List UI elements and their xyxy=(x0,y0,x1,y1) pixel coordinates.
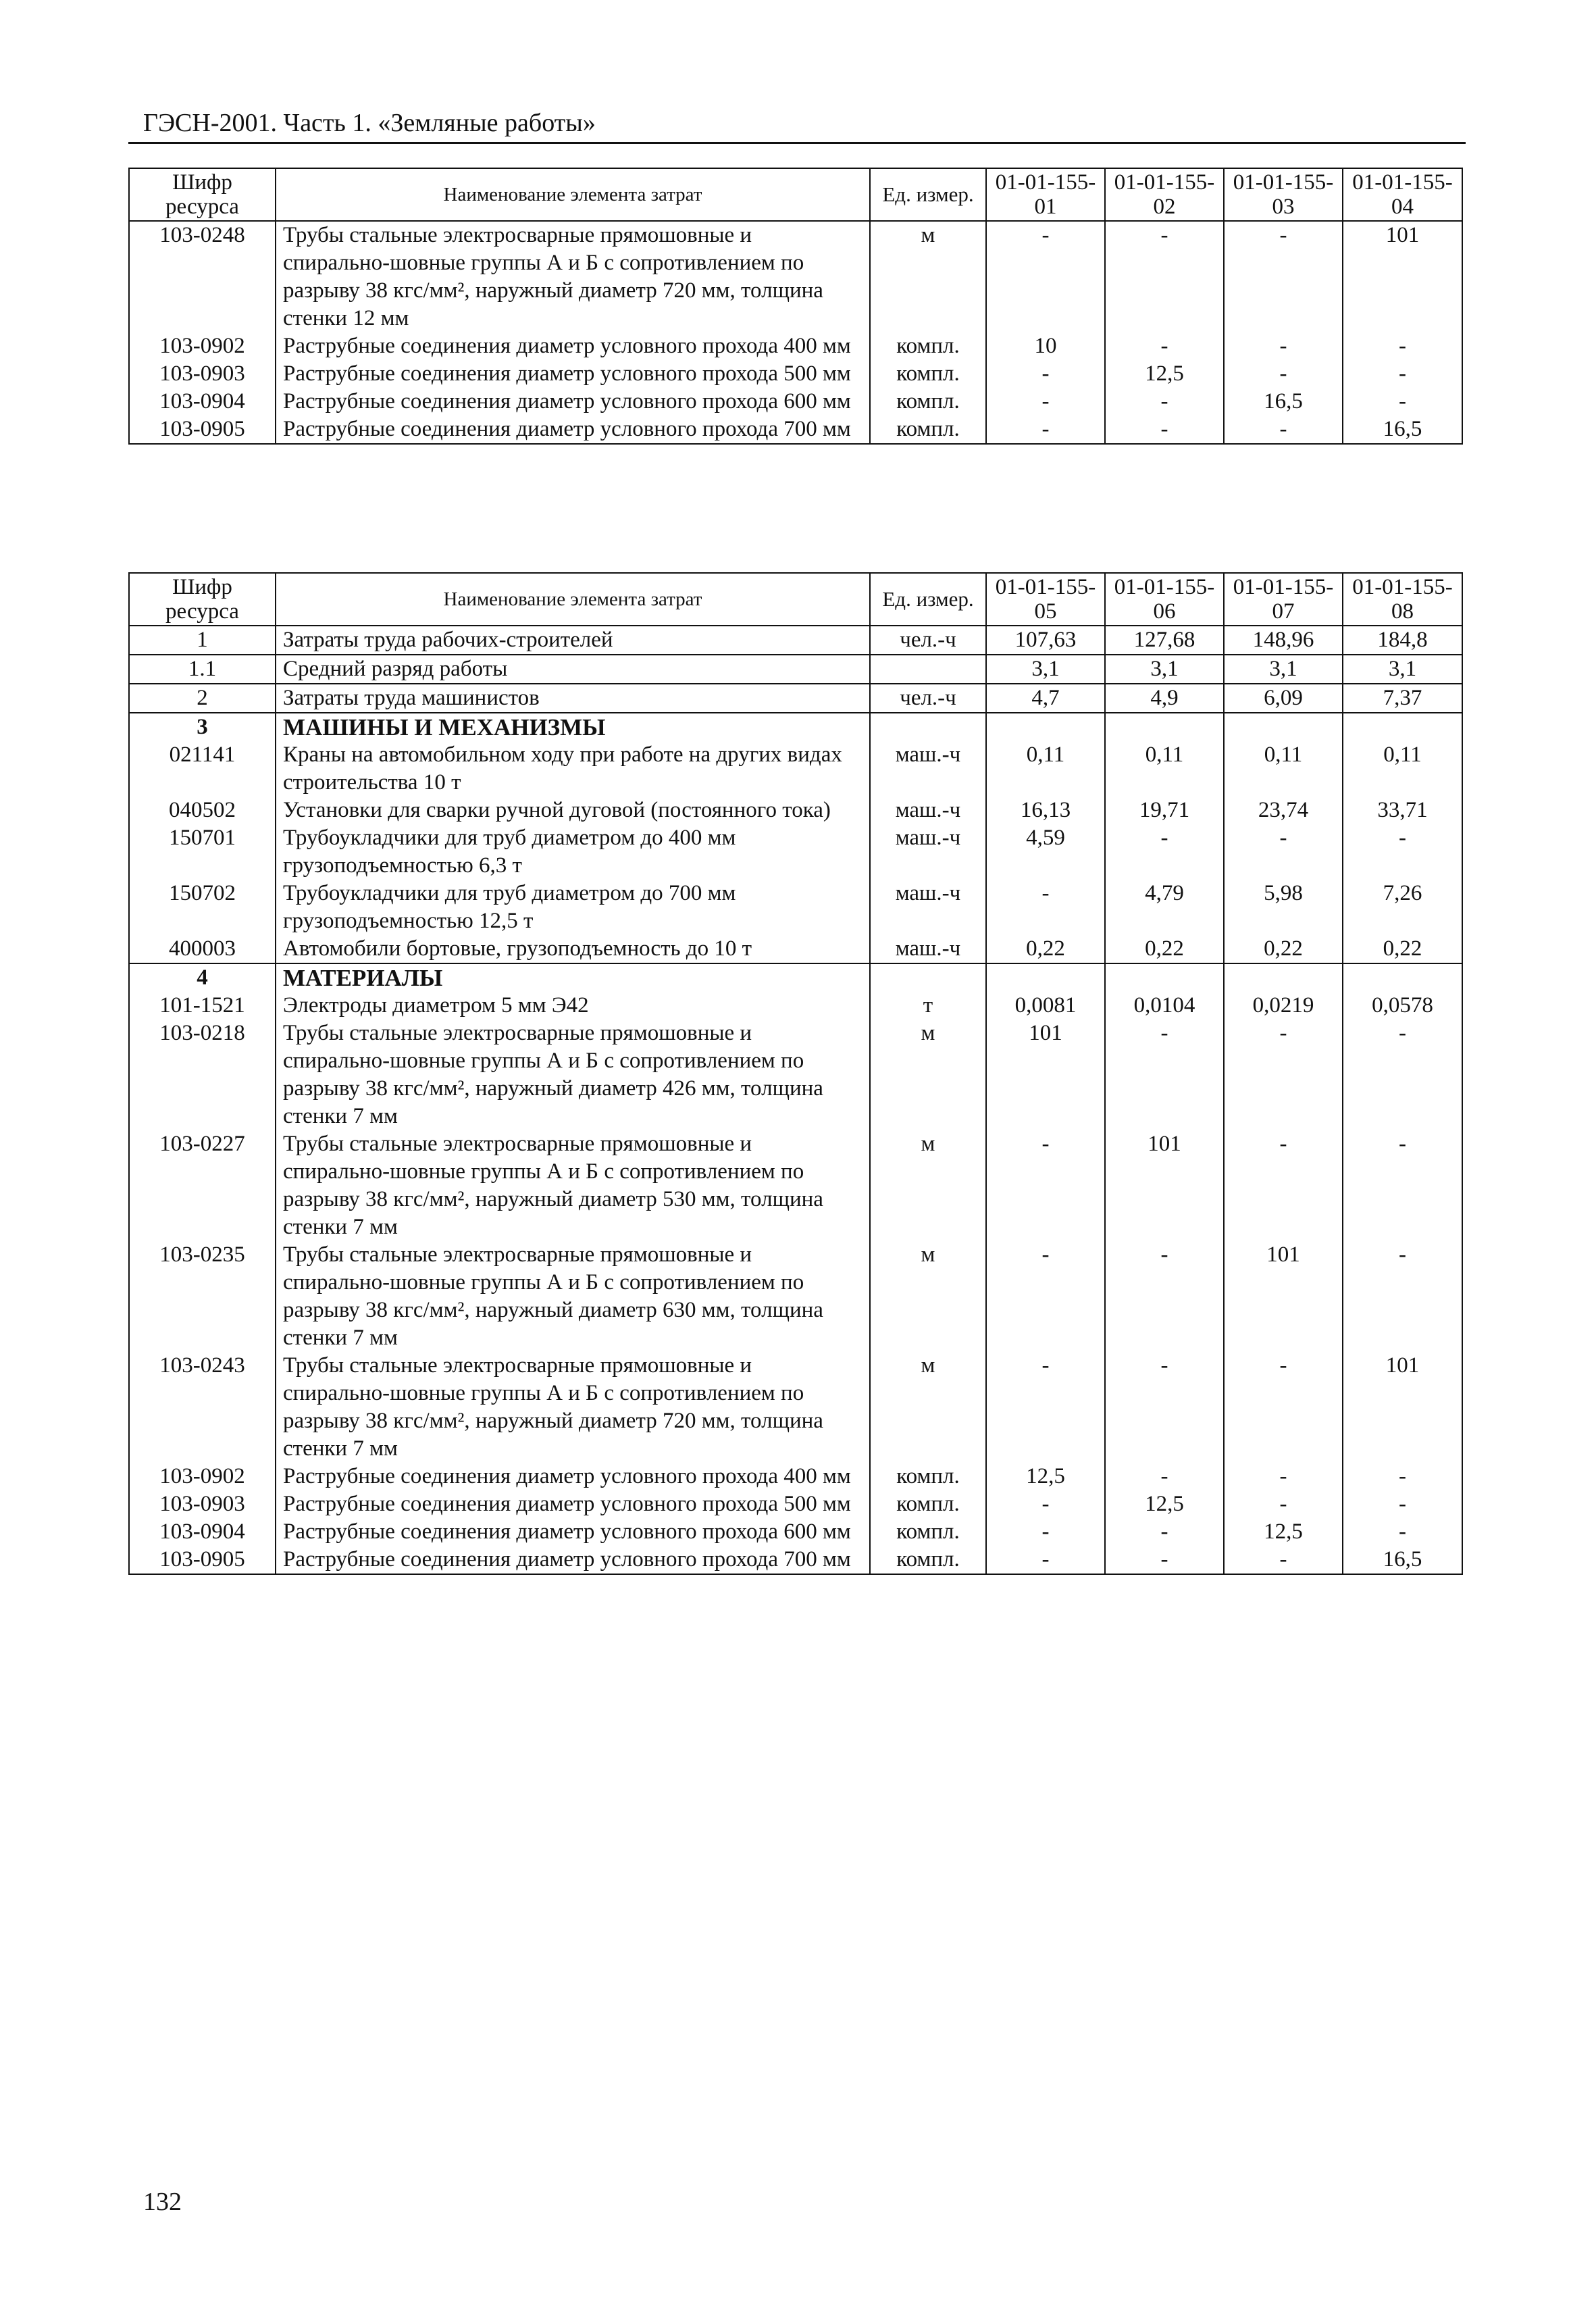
row-value: - xyxy=(986,360,1105,388)
row-code: 103-0902 xyxy=(129,1463,276,1490)
header-code: Шифр ресурса xyxy=(129,168,276,221)
row-unit: компл. xyxy=(870,332,986,360)
table-header-row xyxy=(129,168,1462,221)
row-unit: маш.-ч xyxy=(870,935,986,963)
row-name: Трубы стальные электросварные прямошовные и спирально-шовные группы А и Б с сопротивлением по разрыву 38 кгс/мм², наружный диаметр 720 мм, толщина стенки 7 мм xyxy=(276,1352,870,1463)
row-name: Раструбные соединения диаметр условного прохода 400 мм xyxy=(276,1463,870,1490)
row-unit: чел.-ч xyxy=(870,684,986,713)
row-value: 10 xyxy=(986,332,1105,360)
table-header-row xyxy=(129,573,1462,626)
row-value: - xyxy=(986,416,1105,444)
row-value: - xyxy=(1343,1130,1462,1241)
row-value: 4,79 xyxy=(1105,880,1224,935)
row-value: - xyxy=(1343,388,1462,416)
header-col-5: 01-01-155-05 xyxy=(986,573,1105,626)
row-value: - xyxy=(1224,1490,1343,1518)
row-code: 103-0227 xyxy=(129,1130,276,1241)
row-unit: м xyxy=(870,221,986,332)
row-value: - xyxy=(1105,416,1224,444)
row-value: 6,09 xyxy=(1224,684,1343,713)
row-value: - xyxy=(1105,221,1224,332)
table-row xyxy=(129,332,1462,360)
row-value xyxy=(986,713,1105,741)
row-value: 4,7 xyxy=(986,684,1105,713)
header-code: Шифр ресурса xyxy=(129,573,276,626)
row-unit: компл. xyxy=(870,1546,986,1574)
row-value: 12,5 xyxy=(1105,360,1224,388)
row-value: 3,1 xyxy=(1224,655,1343,684)
row-value: - xyxy=(1224,1020,1343,1130)
row-unit: маш.-ч xyxy=(870,824,986,880)
row-value: - xyxy=(986,1241,1105,1352)
row-code: 103-0905 xyxy=(129,416,276,444)
row-value xyxy=(1105,963,1224,992)
row-name: Раструбные соединения диаметр условного прохода 600 мм xyxy=(276,388,870,416)
row-code: 103-0243 xyxy=(129,1352,276,1463)
row-value: 107,63 xyxy=(986,626,1105,655)
table-row xyxy=(129,741,1462,797)
row-value: 0,22 xyxy=(986,935,1105,963)
row-value: - xyxy=(1105,332,1224,360)
row-value: - xyxy=(1224,360,1343,388)
row-value: - xyxy=(1343,1490,1462,1518)
header-col-4: 01-01-155-04 xyxy=(1343,168,1462,221)
row-unit: компл. xyxy=(870,1518,986,1546)
row-value: - xyxy=(986,1546,1105,1574)
row-value: 4,9 xyxy=(1105,684,1224,713)
row-code: 103-0902 xyxy=(129,332,276,360)
row-value xyxy=(986,963,1105,992)
row-name: Раструбные соединения диаметр условного прохода 400 мм xyxy=(276,332,870,360)
row-code: 103-0904 xyxy=(129,1518,276,1546)
row-name: Раструбные соединения диаметр условного прохода 700 мм xyxy=(276,416,870,444)
row-value: - xyxy=(1105,1020,1224,1130)
row-name: Трубоукладчики для труб диаметром до 700 мм грузоподъемностью 12,5 т xyxy=(276,880,870,935)
row-value: - xyxy=(1224,332,1343,360)
row-value: - xyxy=(1343,1241,1462,1352)
table-row xyxy=(129,1241,1462,1352)
row-unit: маш.-ч xyxy=(870,880,986,935)
table-row xyxy=(129,416,1462,444)
row-value: 0,22 xyxy=(1105,935,1224,963)
table-row xyxy=(129,880,1462,935)
table-row xyxy=(129,824,1462,880)
page-header-title: ГЭСН-2001. Часть 1. «Земляные работы» xyxy=(143,109,596,137)
header-name: Наименование элемента затрат xyxy=(276,168,870,221)
row-value: - xyxy=(1224,1463,1343,1490)
table-row xyxy=(129,1463,1462,1490)
row-value: 0,22 xyxy=(1343,935,1462,963)
row-value: 148,96 xyxy=(1224,626,1343,655)
row-value xyxy=(1224,713,1343,741)
row-value: 0,11 xyxy=(1224,741,1343,797)
row-value: 0,11 xyxy=(1343,741,1462,797)
table-row xyxy=(129,1490,1462,1518)
table-row xyxy=(129,992,1462,1020)
row-value: 3,1 xyxy=(986,655,1105,684)
row-value xyxy=(1224,963,1343,992)
header-rule xyxy=(128,142,1466,144)
row-name: Затраты труда рабочих-строителей xyxy=(276,626,870,655)
row-value: 0,0578 xyxy=(1343,992,1462,1020)
row-value: - xyxy=(1105,1518,1224,1546)
row-value xyxy=(1343,713,1462,741)
row-value: - xyxy=(1343,360,1462,388)
row-unit: м xyxy=(870,1130,986,1241)
row-name: Трубы стальные электросварные прямошовные и спирально-шовные группы А и Б с сопротивлением по разрыву 38 кгс/мм², наружный диаметр 530 мм, толщина стенки 7 мм xyxy=(276,1130,870,1241)
row-value: 16,5 xyxy=(1343,1546,1462,1574)
row-unit: чел.-ч xyxy=(870,626,986,655)
row-name: Раструбные соединения диаметр условного прохода 500 мм xyxy=(276,360,870,388)
row-unit xyxy=(870,655,986,684)
resource-table-1 xyxy=(128,168,1463,445)
header-unit: Ед. измер. xyxy=(870,573,986,626)
row-name: Трубы стальные электросварные прямошовные и спирально-шовные группы А и Б с сопротивлением по разрыву 38 кгс/мм², наружный диаметр 630 мм, толщина стенки 7 мм xyxy=(276,1241,870,1352)
row-code: 2 xyxy=(129,684,276,713)
table-row xyxy=(129,797,1462,824)
row-value: - xyxy=(1105,1463,1224,1490)
row-value: - xyxy=(1105,1241,1224,1352)
row-value: 3,1 xyxy=(1343,655,1462,684)
row-name: Затраты труда машинистов xyxy=(276,684,870,713)
row-value: - xyxy=(986,1352,1105,1463)
row-value: 12,5 xyxy=(986,1463,1105,1490)
row-value: - xyxy=(1105,1352,1224,1463)
row-code: 1 xyxy=(129,626,276,655)
row-value: - xyxy=(986,1518,1105,1546)
row-code: 021141 xyxy=(129,741,276,797)
row-value: 101 xyxy=(1105,1130,1224,1241)
row-code: 4 xyxy=(129,963,276,992)
row-name: Трубы стальные электросварные прямошовные и спирально-шовные группы А и Б с сопротивлением по разрыву 38 кгс/мм², наружный диаметр 720 мм, толщина стенки 12 мм xyxy=(276,221,870,332)
row-value: - xyxy=(1105,388,1224,416)
table-row xyxy=(129,1546,1462,1574)
table-row xyxy=(129,1020,1462,1130)
row-value: 184,8 xyxy=(1343,626,1462,655)
row-value: - xyxy=(1105,1546,1224,1574)
row-value: 0,0219 xyxy=(1224,992,1343,1020)
row-code: 101-1521 xyxy=(129,992,276,1020)
header-col-8: 01-01-155-08 xyxy=(1343,573,1462,626)
table-row xyxy=(129,1352,1462,1463)
section-title: МАШИНЫ И МЕХАНИЗМЫ xyxy=(276,713,870,741)
row-value: - xyxy=(1343,332,1462,360)
row-unit: м xyxy=(870,1352,986,1463)
section-row xyxy=(129,963,1462,992)
row-value: - xyxy=(1224,1352,1343,1463)
row-code: 103-0903 xyxy=(129,360,276,388)
row-value: 127,68 xyxy=(1105,626,1224,655)
row-value: - xyxy=(1224,1546,1343,1574)
row-code: 103-0218 xyxy=(129,1020,276,1130)
row-value: 12,5 xyxy=(1224,1518,1343,1546)
row-code: 103-0248 xyxy=(129,221,276,332)
row-name: Установки для сварки ручной дуговой (постоянного тока) xyxy=(276,797,870,824)
row-name: Трубоукладчики для труб диаметром до 400 мм грузоподъемностью 6,3 т xyxy=(276,824,870,880)
row-value: 4,59 xyxy=(986,824,1105,880)
table-row xyxy=(129,935,1462,963)
row-unit: м xyxy=(870,1241,986,1352)
section-title: МАТЕРИАЛЫ xyxy=(276,963,870,992)
row-value: 19,71 xyxy=(1105,797,1224,824)
table-row xyxy=(129,1518,1462,1546)
row-value: 12,5 xyxy=(1105,1490,1224,1518)
row-code: 040502 xyxy=(129,797,276,824)
row-value: - xyxy=(1105,824,1224,880)
row-value: 101 xyxy=(1343,1352,1462,1463)
header-col-6: 01-01-155-06 xyxy=(1105,573,1224,626)
row-unit: м xyxy=(870,1020,986,1130)
row-name: Раструбные соединения диаметр условного прохода 700 мм xyxy=(276,1546,870,1574)
row-unit xyxy=(870,713,986,741)
table-row xyxy=(129,388,1462,416)
row-name: Электроды диаметром 5 мм Э42 xyxy=(276,992,870,1020)
row-code: 3 xyxy=(129,713,276,741)
row-unit: компл. xyxy=(870,388,986,416)
row-code: 103-0905 xyxy=(129,1546,276,1574)
row-code: 150702 xyxy=(129,880,276,935)
resource-table-2 xyxy=(128,572,1463,1575)
table-row xyxy=(129,684,1462,713)
row-unit: компл. xyxy=(870,1463,986,1490)
row-code: 103-0235 xyxy=(129,1241,276,1352)
row-value: 33,71 xyxy=(1343,797,1462,824)
row-value: 16,5 xyxy=(1343,416,1462,444)
row-value: - xyxy=(986,1490,1105,1518)
row-value: 16,13 xyxy=(986,797,1105,824)
row-value: - xyxy=(1224,416,1343,444)
row-name: Раструбные соединения диаметр условного прохода 500 мм xyxy=(276,1490,870,1518)
row-value: - xyxy=(986,221,1105,332)
row-value: - xyxy=(1343,1463,1462,1490)
page-number: 132 xyxy=(143,2188,182,2216)
row-value: 0,0104 xyxy=(1105,992,1224,1020)
table-row xyxy=(129,221,1462,332)
row-value: 0,22 xyxy=(1224,935,1343,963)
row-value: 0,11 xyxy=(1105,741,1224,797)
row-unit: компл. xyxy=(870,416,986,444)
header-col-7: 01-01-155-07 xyxy=(1224,573,1343,626)
row-code: 103-0904 xyxy=(129,388,276,416)
row-value: - xyxy=(986,1130,1105,1241)
row-name: Автомобили бортовые, грузоподъемность до 10 т xyxy=(276,935,870,963)
row-value: 16,5 xyxy=(1224,388,1343,416)
row-unit: т xyxy=(870,992,986,1020)
table-row xyxy=(129,1130,1462,1241)
header-name: Наименование элемента затрат xyxy=(276,573,870,626)
section-row xyxy=(129,713,1462,741)
row-value: 3,1 xyxy=(1105,655,1224,684)
row-name: Раструбные соединения диаметр условного прохода 600 мм xyxy=(276,1518,870,1546)
row-value: 0,0081 xyxy=(986,992,1105,1020)
header-col-1: 01-01-155-01 xyxy=(986,168,1105,221)
table-row xyxy=(129,626,1462,655)
row-name: Краны на автомобильном ходу при работе на других видах строительства 10 т xyxy=(276,741,870,797)
row-value xyxy=(1343,963,1462,992)
row-unit: компл. xyxy=(870,1490,986,1518)
row-value: - xyxy=(1343,824,1462,880)
row-code: 103-0903 xyxy=(129,1490,276,1518)
table-row xyxy=(129,655,1462,684)
row-unit: маш.-ч xyxy=(870,797,986,824)
row-unit: маш.-ч xyxy=(870,741,986,797)
header-col-3: 01-01-155-03 xyxy=(1224,168,1343,221)
row-value: - xyxy=(1224,1130,1343,1241)
row-value: - xyxy=(1224,824,1343,880)
row-value: - xyxy=(1343,1518,1462,1546)
row-value: - xyxy=(986,388,1105,416)
row-value: 101 xyxy=(986,1020,1105,1130)
row-code: 1.1 xyxy=(129,655,276,684)
row-code: 150701 xyxy=(129,824,276,880)
row-value: - xyxy=(1224,221,1343,332)
row-value: 23,74 xyxy=(1224,797,1343,824)
row-name: Средний разряд работы xyxy=(276,655,870,684)
header-unit: Ед. измер. xyxy=(870,168,986,221)
row-unit: компл. xyxy=(870,360,986,388)
table-row xyxy=(129,360,1462,388)
row-code: 400003 xyxy=(129,935,276,963)
row-value: - xyxy=(1343,1020,1462,1130)
row-value: 7,26 xyxy=(1343,880,1462,935)
header-col-2: 01-01-155-02 xyxy=(1105,168,1224,221)
row-value: 0,11 xyxy=(986,741,1105,797)
row-value: - xyxy=(986,880,1105,935)
row-value: 101 xyxy=(1224,1241,1343,1352)
row-value: 101 xyxy=(1343,221,1462,332)
row-value: 5,98 xyxy=(1224,880,1343,935)
row-value xyxy=(1105,713,1224,741)
row-name: Трубы стальные электросварные прямошовные и спирально-шовные группы А и Б с сопротивлением по разрыву 38 кгс/мм², наружный диаметр 426 мм, толщина стенки 7 мм xyxy=(276,1020,870,1130)
row-value: 7,37 xyxy=(1343,684,1462,713)
row-unit xyxy=(870,963,986,992)
